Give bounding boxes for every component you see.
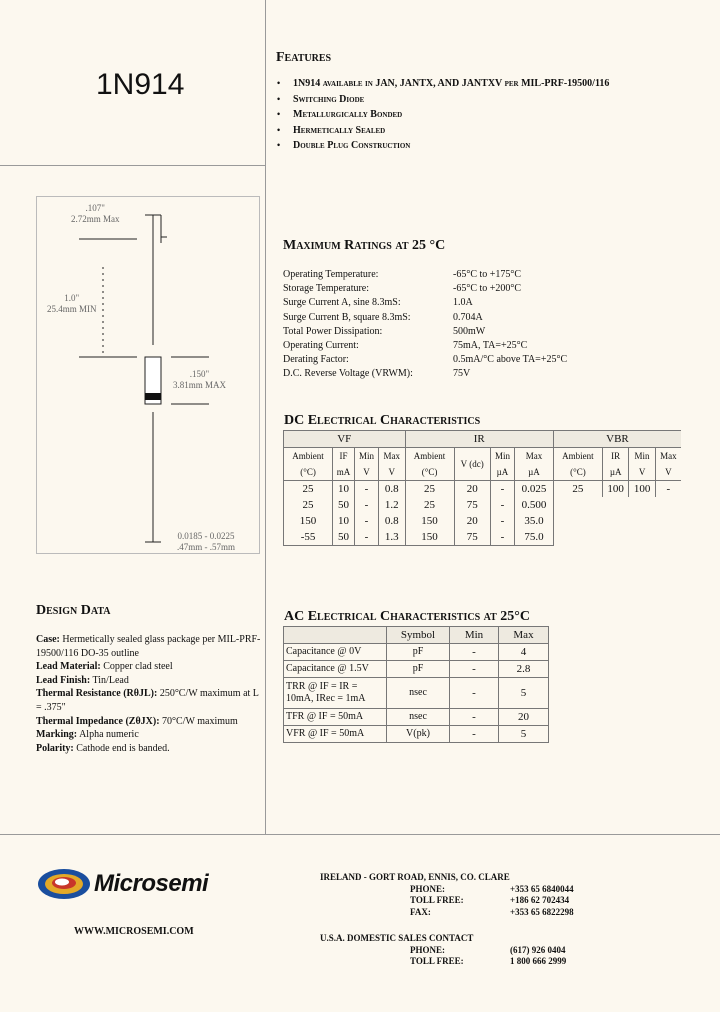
dc-cell: 0.8 (379, 481, 405, 498)
ac-cell-param: Capacitance @ 0V (284, 644, 387, 661)
divider-left-top (0, 165, 265, 166)
usa-contact: U.S.A. DOMESTIC SALES CONTACT PHONE: (617) 926 0404 TOLL FREE: 1 800 666 2999 (320, 933, 567, 966)
dc-subheader: Ambient (°C) (405, 448, 454, 481)
ac-row (284, 661, 549, 678)
dc-subheader: Max µA (515, 448, 554, 481)
dc-cell: 0.025 (515, 481, 554, 498)
ac-cell-param: Capacitance @ 1.5V (284, 661, 387, 678)
ac-cell-max: 5 (499, 726, 549, 743)
dc-subheader: IF mA (333, 448, 355, 481)
dc-table (283, 430, 681, 546)
microsemi-logo (36, 866, 208, 902)
dc-subheader: Min µA (490, 448, 514, 481)
dc-cell: 20 (454, 513, 490, 529)
ac-row (284, 726, 549, 743)
dc-cell: 75 (454, 529, 490, 546)
part-number: 1N914 (96, 68, 185, 101)
dc-cell: 20 (454, 481, 490, 498)
dc-cell: 150 (405, 529, 454, 546)
dc-cell (629, 529, 655, 546)
dc-cell: 150 (405, 513, 454, 529)
logo-wordmark: Microsemi (94, 870, 209, 897)
dc-cell: 10 (333, 481, 355, 498)
dc-cell: 1.2 (379, 497, 405, 513)
dc-group-ir: IR (405, 431, 553, 448)
dc-cell: 25 (405, 497, 454, 513)
ac-header: Max (499, 627, 549, 644)
dc-cell (655, 513, 681, 529)
dc-cell (602, 497, 628, 513)
design-item-polarity: Polarity: Cathode end is banded. (36, 742, 170, 754)
design-item-lead-finish: Lead Finish: Tin/Lead (36, 674, 129, 686)
ac-cell-min: - (450, 678, 499, 709)
dc-subheader: Min V (629, 448, 655, 481)
dc-cell: 10 (333, 513, 355, 529)
dc-cell: 100 (602, 481, 628, 498)
dc-cell: 25 (284, 481, 333, 498)
dc-subheader: IR µA (602, 448, 628, 481)
ireland-contact: IRELAND - GORT ROAD, ENNIS, CO. CLARE PHONE: +353 65 6840044 TOLL FREE: +186 62 702434 FAX: +353 65 6822298 (320, 872, 574, 917)
ac-row (284, 709, 549, 726)
dc-subheader: Min V (354, 448, 378, 481)
dc-cell: 35.0 (515, 513, 554, 529)
dc-cell: 0.8 (379, 513, 405, 529)
column-divider (265, 0, 266, 834)
dc-cell: - (490, 513, 514, 529)
ac-cell-symbol: pF (387, 644, 450, 661)
dc-group-vf: VF (284, 431, 406, 448)
ac-cell-symbol: pF (387, 661, 450, 678)
ac-header: Symbol (387, 627, 450, 644)
footer-divider (0, 834, 720, 835)
ac-cell-max: 20 (499, 709, 549, 726)
dc-cell (553, 497, 602, 513)
feature-item: • 1N914 available in JAN, JANTX, AND JANTXV per MIL-PRF-19500/116 (277, 76, 609, 92)
ac-header (284, 627, 387, 644)
ac-cell-max: 4 (499, 644, 549, 661)
dim-body-length: .150" 3.81mm MAX (173, 369, 227, 390)
dc-group-vbr: VBR (553, 431, 681, 448)
dc-row (284, 497, 682, 513)
dc-subheader: V (dc) (454, 448, 490, 481)
feature-item: • Switching Diode (277, 92, 609, 108)
dc-cell: - (490, 497, 514, 513)
dc-subheader: Max V (379, 448, 405, 481)
dc-cell: 100 (629, 481, 655, 498)
ac-cell-param: VFR @ IF = 50mA (284, 726, 387, 743)
dc-cell (602, 513, 628, 529)
ac-cell-symbol: nsec (387, 678, 450, 709)
design-item-case: Case: Hermetically sealed glass package per MIL-PRF-19500/116 DO-35 outline (36, 634, 261, 659)
design-item-marking: Marking: Alpha numeric (36, 729, 139, 741)
ac-heading: AC Electrical Characteristics at 25°C (284, 609, 531, 624)
ac-header: Min (450, 627, 499, 644)
dc-cell (553, 529, 602, 546)
max-ratings-heading: Maximum Ratings at 25 °C (283, 238, 446, 253)
dc-cell: 150 (284, 513, 333, 529)
dc-cell: 75 (454, 497, 490, 513)
dc-row (284, 513, 682, 529)
feature-item: • Metallurgically Bonded (277, 107, 609, 123)
dim-wire-diameter: 0.0185 - 0.0225 .47mm - .57mm (177, 531, 235, 552)
dc-cell: - (354, 497, 378, 513)
dc-cell: 50 (333, 529, 355, 546)
dc-row (284, 529, 682, 546)
dc-heading: DC Electrical Characteristics (284, 413, 481, 428)
dim-lead-length: 1.0" 25.4mm MIN (47, 293, 97, 314)
ac-row (284, 678, 549, 709)
dc-cell: 25 (284, 497, 333, 513)
ac-cell-symbol: nsec (387, 709, 450, 726)
website-link[interactable]: WWW.MICROSEMI.COM (74, 926, 194, 937)
ac-cell-param: TFR @ IF = 50mA (284, 709, 387, 726)
dc-cell: 75.0 (515, 529, 554, 546)
dc-row (284, 481, 682, 498)
dc-subheader: Max V (655, 448, 681, 481)
package-drawing (36, 196, 260, 554)
ac-table (283, 626, 549, 743)
dc-cell: - (354, 513, 378, 529)
feature-item: • Hermetically Sealed (277, 123, 609, 139)
design-item-thermal-impedance: Thermal Impedance (ZθJX): 70°C/W maximum (36, 715, 238, 727)
dc-cell (655, 529, 681, 546)
design-item-thermal-resistance: Thermal Resistance (RθJL): 250°C/W maximum at L = .375" (36, 688, 259, 713)
dc-cell: 25 (553, 481, 602, 498)
ac-cell-max: 5 (499, 678, 549, 709)
dc-subheader: Ambient (°C) (553, 448, 602, 481)
ac-cell-min: - (450, 661, 499, 678)
microsemi-swirl-icon (36, 866, 92, 902)
max-ratings-values: -65°C to +175°C -65°C to +200°C 1.0A 0.704A 500mW 75mA, TA=+25°C 0.5mA/°C above TA=+25°C 75V (453, 269, 568, 380)
dc-cell (629, 497, 655, 513)
design-list (36, 633, 262, 755)
ac-cell-symbol: V(pk) (387, 726, 450, 743)
ac-cell-param: TRR @ IF = IR = 10mA, IRec = 1mA (284, 678, 387, 709)
dc-cell: 0.500 (515, 497, 554, 513)
ac-cell-min: - (450, 644, 499, 661)
features-heading: Features (276, 50, 332, 65)
dc-cell: 1.3 (379, 529, 405, 546)
dc-cell: - (490, 481, 514, 498)
dc-cell (629, 513, 655, 529)
dc-cell: 25 (405, 481, 454, 498)
design-item-lead-material: Lead Material: Copper clad steel (36, 661, 173, 673)
dc-cell (553, 513, 602, 529)
dc-cell (602, 529, 628, 546)
dc-cell: - (354, 481, 378, 498)
max-ratings-labels: Operating Temperature: Storage Temperature: Surge Current A, sine 8.3mS: Surge Current B, square 8.3mS: Total Power Dissipation: Operating Current: Derating Factor: D.C. Reverse Voltage (VRWM): (283, 269, 413, 380)
dc-cell: - (354, 529, 378, 546)
ac-cell-max: 2.8 (499, 661, 549, 678)
ac-row (284, 644, 549, 661)
ac-cell-min: - (450, 726, 499, 743)
feature-item: • Double Plug Construction (277, 138, 609, 154)
dc-cell: -55 (284, 529, 333, 546)
dc-cell: 50 (333, 497, 355, 513)
dc-cell: - (490, 529, 514, 546)
features-list (277, 76, 609, 154)
design-heading: Design Data (36, 603, 111, 618)
dim-lead-diameter: .107" 2.72mm Max (71, 203, 120, 224)
dc-subheader: Ambient (°C) (284, 448, 333, 481)
dc-cell: - (655, 481, 681, 498)
dc-cell (655, 497, 681, 513)
ac-cell-min: - (450, 709, 499, 726)
